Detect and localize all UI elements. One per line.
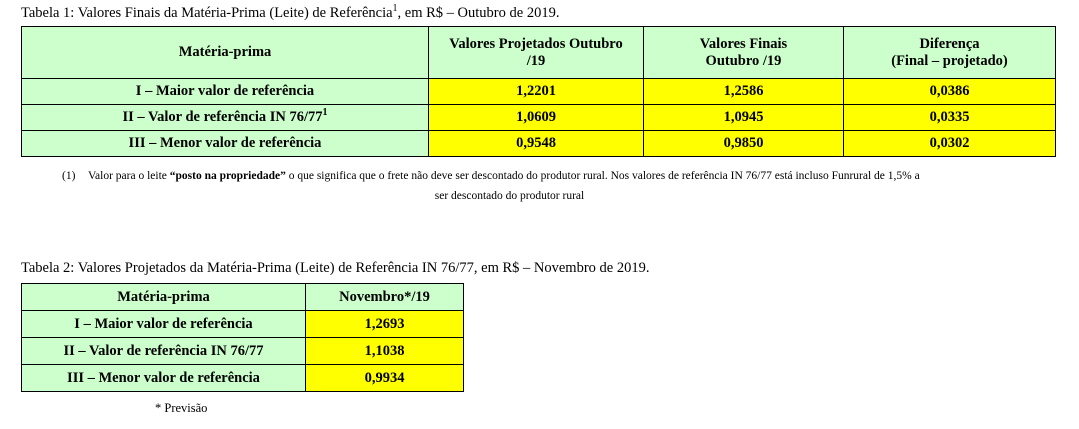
table-2-row-2-novembro: 1,1038 <box>306 338 464 365</box>
table-1-header-diferenca-line1: Diferença <box>919 35 980 52</box>
table-1-row-3-label <box>22 131 429 157</box>
table-1-footnote <box>62 166 1067 206</box>
table-1-header-materia-prima <box>22 27 429 79</box>
table-1-header-diferenca <box>844 27 1056 79</box>
table-1-footnote-marker: (1) <box>62 170 76 182</box>
table-row <box>22 365 464 392</box>
table-1-header-row <box>22 27 1056 79</box>
table-1-row-2-projetado: 1,0609 <box>429 105 644 131</box>
table-1-header-valores-finais-line2: Outubro /19 <box>705 52 782 69</box>
table-2-header-row <box>22 284 464 311</box>
table-1-footnote-line-1 <box>62 166 1067 186</box>
table-row <box>22 311 464 338</box>
table-1-row-2-diferenca: 0,0335 <box>844 105 1056 131</box>
table-2-row-1-label: I – Maior valor de referência <box>22 311 306 338</box>
table-2-footnote: * Previsão <box>155 401 208 415</box>
table-1-caption-suffix: , em R$ – Outubro de 2019. <box>397 5 560 21</box>
table-1-caption-prefix: Tabela 1: Valores Finais da Matéria-Prima (Leite) de Referência <box>21 5 393 21</box>
table-1-footnote-part2: o que significa que o frete não deve ser descontado do produtor rural. Nos valores de referência IN 76/77 está incluso Funrural de 1,5% a <box>285 170 920 182</box>
table-1-row-3-final: 0,9850 <box>644 131 844 157</box>
table-2-row-3-novembro: 0,9934 <box>306 365 464 392</box>
table-1-row-3-label-text: III – Menor valor de referência <box>128 135 322 151</box>
table-1-footnote-part1: Valor para o leite <box>88 170 170 182</box>
table-row <box>22 131 1056 157</box>
table-1-row-1-projetado: 1,2201 <box>429 79 644 105</box>
table-2-row-3-label: III – Menor valor de referência <box>22 365 306 392</box>
table-1-row-1-final: 1,2586 <box>644 79 844 105</box>
table-1-row-3-projetado: 0,9548 <box>429 131 644 157</box>
table-1-row-1-label-text: I – Maior valor de referência <box>135 83 315 99</box>
table-1-header-valores-finais <box>644 27 844 79</box>
table-1 <box>21 26 1056 157</box>
table-1-header-valores-projetados-line2: /19 <box>526 52 546 69</box>
table-row <box>22 79 1056 105</box>
table-1-header-valores-projetados-line1: Valores Projetados Outubro <box>449 35 623 52</box>
table-1-row-1-diferenca: 0,0386 <box>844 79 1056 105</box>
table-row <box>22 105 1056 131</box>
table-2-header-materia-prima: Matéria-prima <box>22 284 306 311</box>
table-row <box>22 338 464 365</box>
table-1-row-2-label-superscript: 1 <box>322 107 328 119</box>
table-1-header-valores-projetados <box>429 27 644 79</box>
table-2-row-2-label: II – Valor de referência IN 76/77 <box>22 338 306 365</box>
table-1-header-materia-prima-line1: Matéria-prima <box>178 44 272 60</box>
table-1-row-2-label <box>22 105 429 131</box>
table-1-footnote-bold: “posto na propriedade” <box>169 170 286 182</box>
table-1-header-valores-finais-line1: Valores Finais <box>699 35 788 52</box>
table-2-header-novembro: Novembro*/19 <box>306 284 464 311</box>
table-1-row-2-label-text: II – Valor de referência IN 76/77 <box>122 109 323 125</box>
table-1-caption <box>21 4 559 22</box>
table-2-row-1-novembro: 1,2693 <box>306 311 464 338</box>
table-1-row-3-diferenca: 0,0302 <box>844 131 1056 157</box>
table-1-caption-superscript: 1 <box>392 3 398 15</box>
table-1-footnote-line-2: ser descontado do produtor rural <box>434 190 585 202</box>
table-2 <box>21 283 464 392</box>
table-1-row-2-final: 1,0945 <box>644 105 844 131</box>
table-1-row-1-label <box>22 79 429 105</box>
table-2-caption: Tabela 2: Valores Projetados da Matéria-Prima (Leite) de Referência IN 76/77, em R$ – Novembro de 2019. <box>21 260 650 276</box>
table-1-header-diferenca-line2: (Final – projetado) <box>891 52 1008 69</box>
